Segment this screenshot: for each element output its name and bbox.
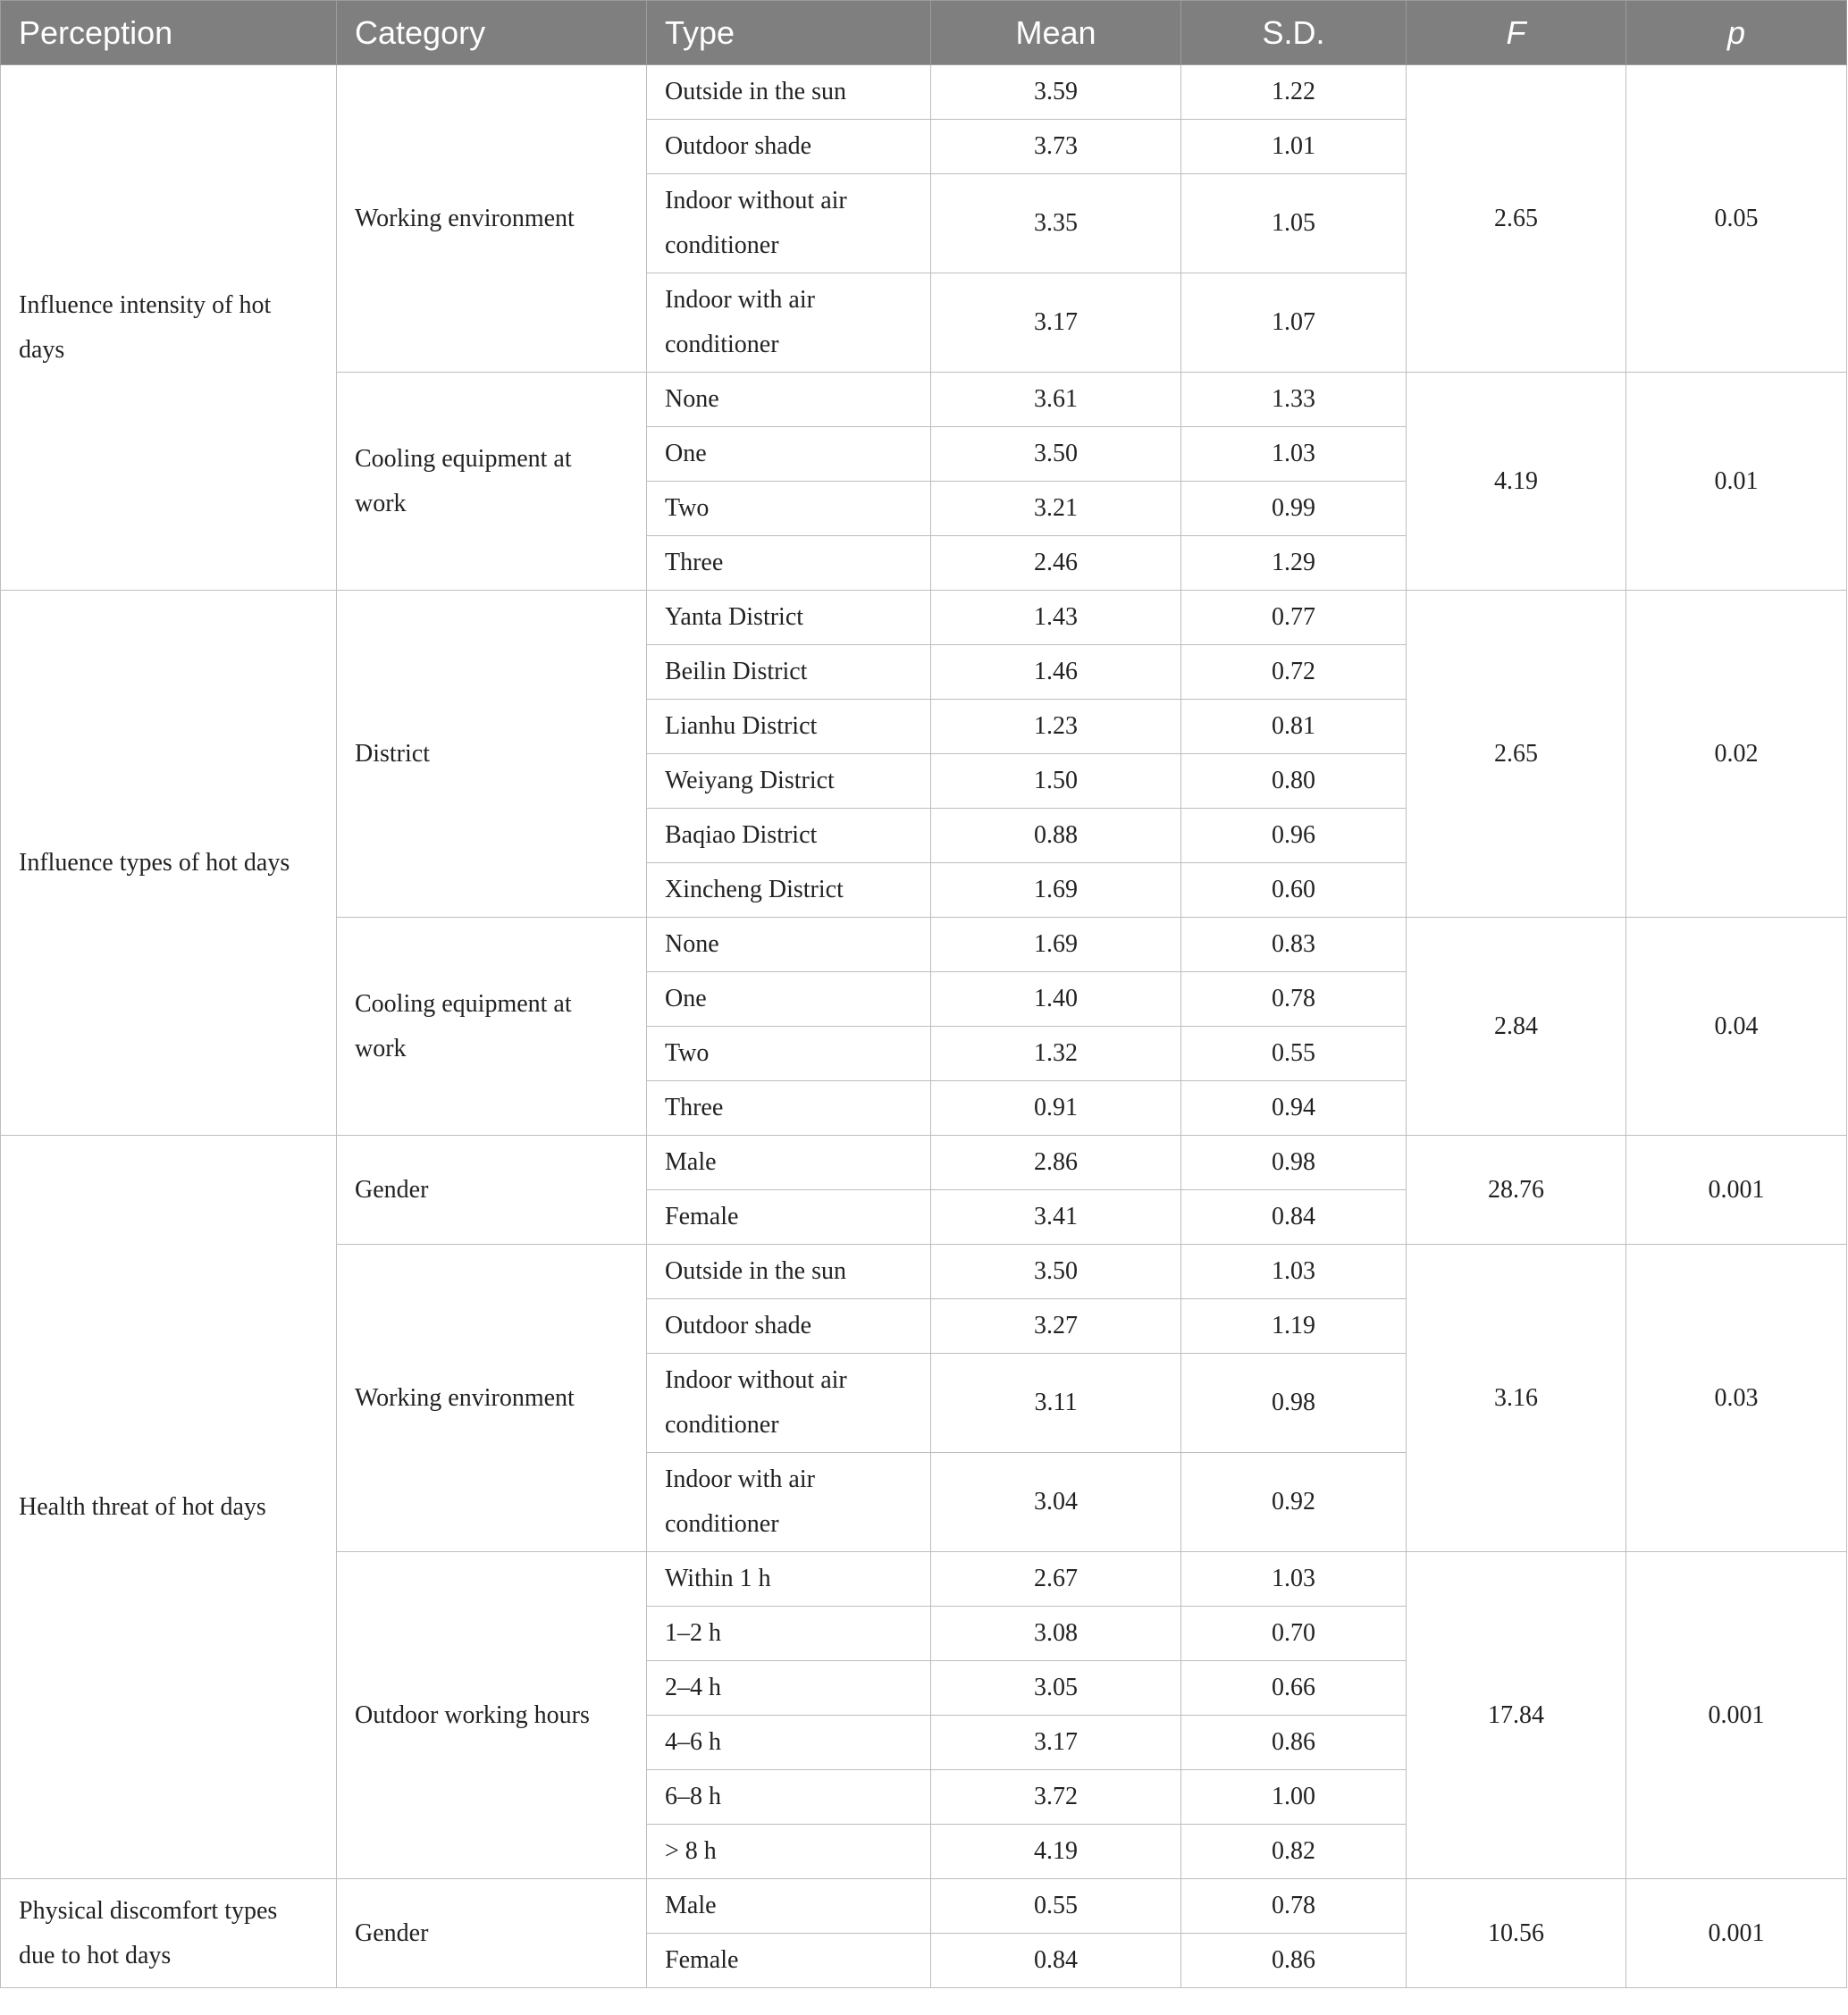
type-cell: Two xyxy=(647,1027,931,1081)
sd-cell: 1.33 xyxy=(1181,373,1407,427)
mean-cell: 3.50 xyxy=(931,427,1181,482)
sd-cell: 0.82 xyxy=(1181,1825,1407,1879)
mean-cell: 3.05 xyxy=(931,1661,1181,1716)
f-value-cell: 3.16 xyxy=(1407,1245,1626,1552)
header-category: Category xyxy=(337,1,647,65)
mean-cell: 3.04 xyxy=(931,1453,1181,1552)
sd-cell: 1.03 xyxy=(1181,1552,1407,1607)
sd-cell: 0.84 xyxy=(1181,1190,1407,1245)
category-cell: Cooling equipment at work xyxy=(337,373,647,591)
type-cell: Outside in the sun xyxy=(647,65,931,120)
type-cell: 6–8 h xyxy=(647,1770,931,1825)
mean-cell: 2.86 xyxy=(931,1136,1181,1190)
f-value-cell: 28.76 xyxy=(1407,1136,1626,1245)
p-value-cell: 0.001 xyxy=(1626,1879,1847,1988)
mean-cell: 3.72 xyxy=(931,1770,1181,1825)
type-cell: Female xyxy=(647,1190,931,1245)
mean-cell: 3.21 xyxy=(931,482,1181,536)
mean-cell: 0.55 xyxy=(931,1879,1181,1934)
mean-cell: 0.91 xyxy=(931,1081,1181,1136)
mean-cell: 3.41 xyxy=(931,1190,1181,1245)
mean-cell: 3.59 xyxy=(931,65,1181,120)
type-cell: Three xyxy=(647,536,931,591)
type-cell: One xyxy=(647,427,931,482)
perception-cell: Health threat of hot days xyxy=(1,1136,337,1879)
sd-cell: 0.98 xyxy=(1181,1354,1407,1453)
mean-cell: 3.61 xyxy=(931,373,1181,427)
f-value-cell: 2.84 xyxy=(1407,918,1626,1136)
mean-cell: 3.27 xyxy=(931,1299,1181,1354)
type-cell: Male xyxy=(647,1879,931,1934)
mean-cell: 4.19 xyxy=(931,1825,1181,1879)
type-cell: None xyxy=(647,373,931,427)
sd-cell: 0.83 xyxy=(1181,918,1407,972)
header-sd: S.D. xyxy=(1181,1,1407,65)
sd-cell: 0.86 xyxy=(1181,1716,1407,1770)
mean-cell: 2.67 xyxy=(931,1552,1181,1607)
category-cell: Working environment xyxy=(337,65,647,373)
category-cell: Outdoor working hours xyxy=(337,1552,647,1879)
type-cell: Beilin District xyxy=(647,645,931,700)
type-cell: Female xyxy=(647,1934,931,1988)
sd-cell: 0.78 xyxy=(1181,972,1407,1027)
table-body xyxy=(1,65,1847,1988)
mean-cell: 1.32 xyxy=(931,1027,1181,1081)
header-type: Type xyxy=(647,1,931,65)
type-cell: Two xyxy=(647,482,931,536)
table-row xyxy=(1,1879,1847,1934)
mean-cell: 0.84 xyxy=(931,1934,1181,1988)
sd-cell: 0.98 xyxy=(1181,1136,1407,1190)
type-cell: Male xyxy=(647,1136,931,1190)
mean-cell: 3.08 xyxy=(931,1607,1181,1661)
table-row xyxy=(1,1136,1847,1190)
p-value-cell: 0.05 xyxy=(1626,65,1847,373)
sd-cell: 0.80 xyxy=(1181,754,1407,809)
mean-cell: 3.11 xyxy=(931,1354,1181,1453)
type-cell: Indoor without air conditioner xyxy=(647,1354,931,1453)
type-cell: Outdoor shade xyxy=(647,120,931,174)
type-cell: One xyxy=(647,972,931,1027)
sd-cell: 1.05 xyxy=(1181,174,1407,273)
category-cell: District xyxy=(337,591,647,918)
category-cell: Cooling equipment at work xyxy=(337,918,647,1136)
type-cell: Baqiao District xyxy=(647,809,931,863)
header-mean: Mean xyxy=(931,1,1181,65)
type-cell: Indoor without air conditioner xyxy=(647,174,931,273)
f-value-cell: 4.19 xyxy=(1407,373,1626,591)
type-cell: > 8 h xyxy=(647,1825,931,1879)
sd-cell: 0.60 xyxy=(1181,863,1407,918)
perception-cell: Physical discomfort types due to hot days xyxy=(1,1879,337,1988)
sd-cell: 0.81 xyxy=(1181,700,1407,754)
sd-cell: 1.22 xyxy=(1181,65,1407,120)
type-cell: Three xyxy=(647,1081,931,1136)
category-cell: Gender xyxy=(337,1879,647,1988)
table-row xyxy=(1,65,1847,120)
mean-cell: 2.46 xyxy=(931,536,1181,591)
mean-cell: 3.17 xyxy=(931,273,1181,373)
type-cell: 2–4 h xyxy=(647,1661,931,1716)
sd-cell: 0.77 xyxy=(1181,591,1407,645)
mean-cell: 1.40 xyxy=(931,972,1181,1027)
sd-cell: 0.92 xyxy=(1181,1453,1407,1552)
perception-cell: Influence intensity of hot days xyxy=(1,65,337,591)
p-value-cell: 0.001 xyxy=(1626,1136,1847,1245)
sd-cell: 1.07 xyxy=(1181,273,1407,373)
mean-cell: 3.50 xyxy=(931,1245,1181,1299)
type-cell: Indoor with air conditioner xyxy=(647,1453,931,1552)
sd-cell: 0.78 xyxy=(1181,1879,1407,1934)
p-value-cell: 0.02 xyxy=(1626,591,1847,918)
table-row xyxy=(1,591,1847,645)
type-cell: Outdoor shade xyxy=(647,1299,931,1354)
sd-cell: 1.19 xyxy=(1181,1299,1407,1354)
table-header xyxy=(1,1,1847,65)
f-value-cell: 10.56 xyxy=(1407,1879,1626,1988)
p-value-cell: 0.03 xyxy=(1626,1245,1847,1552)
type-cell: Yanta District xyxy=(647,591,931,645)
sd-cell: 0.72 xyxy=(1181,645,1407,700)
mean-cell: 3.73 xyxy=(931,120,1181,174)
p-value-cell: 0.01 xyxy=(1626,373,1847,591)
sd-cell: 0.55 xyxy=(1181,1027,1407,1081)
type-cell: 1–2 h xyxy=(647,1607,931,1661)
mean-cell: 1.69 xyxy=(931,863,1181,918)
mean-cell: 3.17 xyxy=(931,1716,1181,1770)
mean-cell: 1.23 xyxy=(931,700,1181,754)
sd-cell: 0.86 xyxy=(1181,1934,1407,1988)
sd-cell: 0.66 xyxy=(1181,1661,1407,1716)
f-value-cell: 17.84 xyxy=(1407,1552,1626,1879)
sd-cell: 1.00 xyxy=(1181,1770,1407,1825)
type-cell: Outside in the sun xyxy=(647,1245,931,1299)
sd-cell: 0.99 xyxy=(1181,482,1407,536)
mean-cell: 1.50 xyxy=(931,754,1181,809)
header-row xyxy=(1,1,1847,65)
f-value-cell: 2.65 xyxy=(1407,65,1626,373)
category-cell: Working environment xyxy=(337,1245,647,1552)
type-cell: Within 1 h xyxy=(647,1552,931,1607)
header-f: F xyxy=(1407,1,1626,65)
type-cell: Lianhu District xyxy=(647,700,931,754)
p-value-cell: 0.001 xyxy=(1626,1552,1847,1879)
header-p: p xyxy=(1626,1,1847,65)
type-cell: Indoor with air conditioner xyxy=(647,273,931,373)
sd-cell: 1.03 xyxy=(1181,1245,1407,1299)
mean-cell: 1.69 xyxy=(931,918,1181,972)
type-cell: Xincheng District xyxy=(647,863,931,918)
sd-cell: 0.70 xyxy=(1181,1607,1407,1661)
p-value-cell: 0.04 xyxy=(1626,918,1847,1136)
header-perception: Perception xyxy=(1,1,337,65)
category-cell: Gender xyxy=(337,1136,647,1245)
type-cell: Weiyang District xyxy=(647,754,931,809)
sd-cell: 0.94 xyxy=(1181,1081,1407,1136)
mean-cell: 1.46 xyxy=(931,645,1181,700)
mean-cell: 1.43 xyxy=(931,591,1181,645)
sd-cell: 1.29 xyxy=(1181,536,1407,591)
type-cell: None xyxy=(647,918,931,972)
perception-cell: Influence types of hot days xyxy=(1,591,337,1136)
sd-cell: 1.03 xyxy=(1181,427,1407,482)
mean-cell: 3.35 xyxy=(931,174,1181,273)
mean-cell: 0.88 xyxy=(931,809,1181,863)
type-cell: 4–6 h xyxy=(647,1716,931,1770)
f-value-cell: 2.65 xyxy=(1407,591,1626,918)
sd-cell: 1.01 xyxy=(1181,120,1407,174)
sd-cell: 0.96 xyxy=(1181,809,1407,863)
